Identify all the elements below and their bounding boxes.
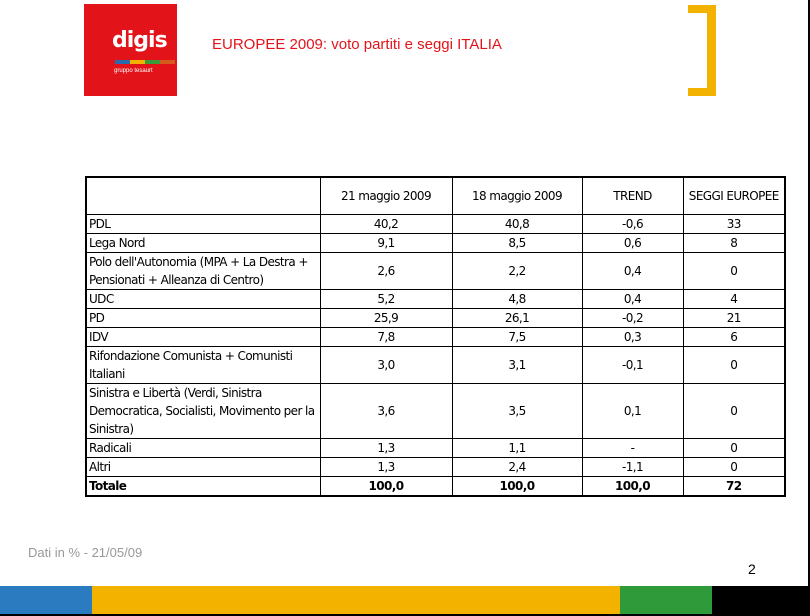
- party-name: PD: [86, 309, 320, 328]
- total-row: [86, 477, 785, 497]
- vote-may18: 4,8: [452, 290, 582, 309]
- total-may18: 100,0: [452, 477, 582, 497]
- seats-value: 0: [683, 347, 785, 384]
- color-bar-segment: [712, 586, 808, 614]
- trend-value: 0,3: [582, 328, 683, 347]
- seats-value: 0: [683, 458, 785, 477]
- table-row: [86, 384, 785, 439]
- vote-may21: 3,0: [320, 347, 452, 384]
- header-seats: SEGGI EUROPEE: [683, 177, 785, 215]
- vote-may21: 7,8: [320, 328, 452, 347]
- trend-value: 0,4: [582, 253, 683, 290]
- party-name: Altri: [86, 458, 320, 477]
- trend-value: 0,1: [582, 384, 683, 439]
- logo-stripe: [145, 60, 160, 64]
- total-label: Totale: [86, 477, 320, 497]
- seats-value: 0: [683, 253, 785, 290]
- vote-may21: 1,3: [320, 439, 452, 458]
- digis-logo: [84, 4, 177, 96]
- vote-may18: 2,4: [452, 458, 582, 477]
- vote-may21: 1,3: [320, 458, 452, 477]
- party-name: PDL: [86, 215, 320, 234]
- header-party: [86, 177, 320, 215]
- slide-title: EUROPEE 2009: voto partiti e seggi ITALIA: [212, 36, 502, 53]
- trend-value: -: [582, 439, 683, 458]
- vote-may18: 40,8: [452, 215, 582, 234]
- logo-stripe: [115, 60, 130, 64]
- seats-value: 0: [683, 439, 785, 458]
- vote-may18: 2,2: [452, 253, 582, 290]
- trend-value: -0,6: [582, 215, 683, 234]
- header-may18: 18 maggio 2009: [452, 177, 582, 215]
- vote-may21: 25,9: [320, 309, 452, 328]
- vote-may21: 40,2: [320, 215, 452, 234]
- trend-value: 0,6: [582, 234, 683, 253]
- total-trend: 100,0: [582, 477, 683, 497]
- color-bar-segment: [620, 586, 712, 614]
- party-name: IDV: [86, 328, 320, 347]
- seats-value: 21: [683, 309, 785, 328]
- page-number: 2: [748, 561, 756, 577]
- table-row: [86, 439, 785, 458]
- table-row: [86, 347, 785, 384]
- seats-value: 33: [683, 215, 785, 234]
- total-seats: 72: [683, 477, 785, 497]
- seats-value: 0: [683, 384, 785, 439]
- seats-value: 8: [683, 234, 785, 253]
- color-bar-segment: [0, 586, 92, 614]
- vote-may21: 9,1: [320, 234, 452, 253]
- table-row: [86, 215, 785, 234]
- logo-subtitle: gruppo tesaurt: [114, 68, 153, 74]
- logo-wordmark: digis: [112, 28, 167, 53]
- vote-may21: 2,6: [320, 253, 452, 290]
- vote-may21: 3,6: [320, 384, 452, 439]
- party-name: UDC: [86, 290, 320, 309]
- data-footnote: Dati in % - 21/05/09: [28, 545, 143, 560]
- party-name: Rifondazione Comunista + Comunisti Italiani: [86, 347, 320, 384]
- vote-may18: 26,1: [452, 309, 582, 328]
- vote-may18: 1,1: [452, 439, 582, 458]
- trend-value: -0,2: [582, 309, 683, 328]
- trend-value: -0,1: [582, 347, 683, 384]
- trend-value: 0,4: [582, 290, 683, 309]
- header-may21: 21 maggio 2009: [320, 177, 452, 215]
- party-name: Polo dell'Autonomia (MPA + La Destra + Pensionati + Alleanza di Centro): [86, 253, 320, 290]
- color-bar-segment: [92, 586, 412, 614]
- vote-may21: 5,2: [320, 290, 452, 309]
- bottom-color-bar: [0, 586, 808, 614]
- logo-stripe: [160, 60, 175, 64]
- table-header-row: [86, 177, 785, 215]
- vote-may18: 3,1: [452, 347, 582, 384]
- table-row: [86, 328, 785, 347]
- vote-may18: 7,5: [452, 328, 582, 347]
- decorative-bracket: [688, 5, 716, 96]
- seats-value: 4: [683, 290, 785, 309]
- logo-stripe: [130, 60, 145, 64]
- results-table: [85, 176, 786, 497]
- vote-may18: 3,5: [452, 384, 582, 439]
- trend-value: -1,1: [582, 458, 683, 477]
- table-row: [86, 309, 785, 328]
- total-may21: 100,0: [320, 477, 452, 497]
- color-bar-segment: [412, 586, 620, 614]
- party-name: Lega Nord: [86, 234, 320, 253]
- party-name: Radicali: [86, 439, 320, 458]
- table-row: [86, 253, 785, 290]
- table-row: [86, 290, 785, 309]
- logo-color-stripes: [115, 60, 175, 64]
- table-row: [86, 234, 785, 253]
- party-name: Sinistra e Libertà (Verdi, Sinistra Democratica, Socialisti, Movimento per la Sinistra): [86, 384, 320, 439]
- vote-may18: 8,5: [452, 234, 582, 253]
- header-trend: TREND: [582, 177, 683, 215]
- seats-value: 6: [683, 328, 785, 347]
- table-row: [86, 458, 785, 477]
